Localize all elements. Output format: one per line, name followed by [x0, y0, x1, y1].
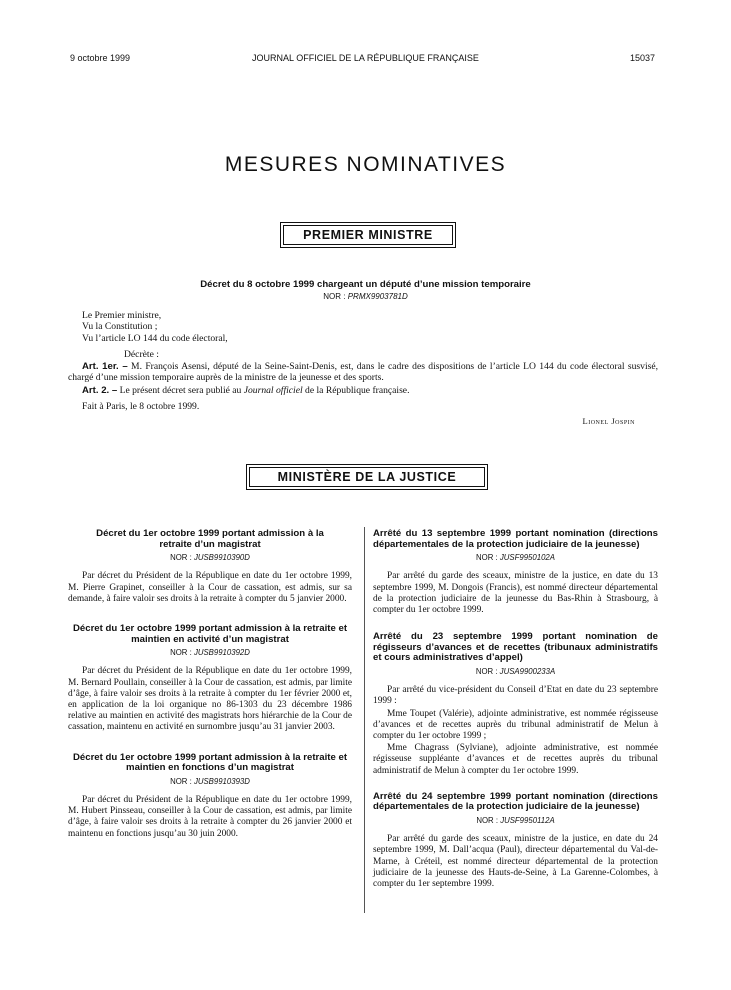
section-justice-title: MINISTÈRE DE LA JUSTICE [249, 467, 485, 487]
item-paragraph: Par arrêté du garde des sceaux, ministre de la justice, en date du 24 septembre 1999, M. Dall’acqua (Paul), directeur départemental du Val-de-Marne, à Créteil, est nommé directeur départemental de la protection judiciaire de la jeunesse des Hauts-de-Seine, à La Garenne-Colombes, à compter du 1er septembre 1999. [373, 834, 658, 890]
section-premier-ministre-box [280, 222, 456, 248]
decree-article-2 [82, 385, 662, 396]
nor-label: NOR : [170, 776, 192, 786]
item-paragraph: Par décret du Président de la République en date du 1er octobre 1999, M. Pierre Grapinet, conseiller à la Cour de cassation, est admis, sur sa demande, à faire valoir ses droits à la retraite à compter du 5 janvier 2000. [68, 571, 352, 604]
decree-done-at: Fait à Paris, le 8 octobre 1999. [82, 401, 200, 412]
nor-code: JUSA9900233A [499, 666, 556, 676]
nor-label: NOR : [323, 292, 346, 301]
arrete-regisseurs [373, 632, 658, 777]
decree-grapinet [68, 529, 352, 605]
nor-code: JUSF9950102A [499, 553, 555, 563]
arrete-dallacqua [373, 792, 658, 890]
right-column [373, 529, 658, 890]
item-nor [373, 552, 658, 563]
decree-line: Le Premier ministre, [82, 310, 162, 321]
decree-article-1 [68, 361, 658, 384]
section-justice-box [246, 464, 488, 490]
nor-label: NOR : [476, 816, 499, 825]
nor-label: NOR : [475, 666, 498, 676]
item-title: Arrêté du 13 septembre 1999 portant nomination (directions départementales de la protection judiciaire de la jeunesse) [373, 528, 658, 550]
decree-poullain [68, 624, 352, 734]
item-nor [68, 776, 352, 787]
nor-label: NOR : [170, 553, 192, 563]
item-title: Décret du 1er octobre 1999 portant admission à la retraite et maintien en fonctions d’un magistrat [72, 751, 348, 774]
item-title: Arrêté du 23 septembre 1999 portant nomination de régisseurs d’avances et de recettes (tribunaux administratifs et cours administratives d’appel) [373, 631, 658, 664]
article-2-journal: Journal officiel [243, 385, 303, 396]
item-paragraph: Par décret du Président de la République en date du 1er octobre 1999, M. Hubert Pinsseau, conseiller à la Cour de cassation, est admis, par limite d’âge, à faire valoir ses droits à la retraite à compter du 26 janvier 2000 et maintenu en fonctions jusqu’au 30 juin 2000. [68, 795, 352, 839]
article-2-label: Art. 2. – [82, 385, 118, 396]
column-divider [364, 527, 365, 913]
decree-line: Vu la Constitution ; [82, 321, 158, 333]
item-title: Décret du 1er octobre 1999 portant admission à la retraite d’un magistrat [96, 528, 324, 550]
item-paragraph: Mme Chagrass (Sylviane), adjointe administrative, est nommée régisseuse suppléante d’avances et de recettes auprès du tribunal administratif de Melun à compter du 1er octobre 1999. [373, 743, 658, 776]
article-1-label: Art. 1er. – [82, 361, 128, 372]
article-1-text: M. François Asensi, député de la Seine-Saint-Denis, est, dans le cadre des dispositions de l’article LO 144 du code électoral susvisé, chargé d’une mission temporaire auprès de la ministre de la jeunesse et des sports. [68, 361, 658, 384]
article-2-text-end: de la République française. [305, 385, 410, 396]
nor-code: JUSF9950112A [500, 816, 555, 825]
article-2-text: Le présent décret sera publié au [119, 385, 242, 396]
item-nor [68, 647, 352, 658]
item-paragraph: Mme Toupet (Valérie), adjointe administrative, est nommée régisseuse d’avances et de recettes auprès du tribunal administratif de Melun à compter du 1er octobre 1999 ; [373, 708, 658, 741]
arrete-dongois [373, 529, 658, 616]
header-page-number: 15037 [629, 53, 655, 63]
decree-body [82, 310, 662, 344]
item-title: Arrêté du 24 septembre 1999 portant nomination (directions départementales de la protection judiciaire de la jeunesse) [373, 790, 658, 813]
decree-decrete: Décrète : [124, 349, 159, 360]
item-nor [373, 666, 658, 677]
header-date: 9 octobre 1999 [70, 53, 131, 63]
nor-label: NOR : [476, 553, 498, 563]
nor-code: JUSB9910393D [193, 776, 250, 786]
header-journal-title: JOURNAL OFFICIEL DE LA RÉPUBLIQUE FRANÇAISE [252, 53, 479, 63]
left-column [68, 529, 352, 840]
item-paragraph: Par arrêté du garde des sceaux, ministre de la justice, en date du 13 septembre 1999, M. Dongois (Francis), est nommé directeur départemental de la protection judiciaire de la jeunesse du Bas-Rhin à Strasbourg, à compter du 1er octobre 1999. [373, 571, 658, 615]
nor-label: NOR : [170, 648, 192, 658]
section-premier-ministre-title: PREMIER MINISTRE [283, 225, 453, 245]
item-paragraph: Par décret du Président de la République en date du 1er octobre 1999, M. Bernard Poullain, conseiller à la Cour de cassation, est admis, par limite d’âge, à faire valoir ses droits à la retraite à compter du 1er février 2000 et, en application de la loi organique no 86-1303 du 23 décembre 1986 relative au maintien en activité des magistrats hors hiérarchie de la Cour de cassation, maintenu en activité en surnombre jusqu’au 31 janvier 2003. [68, 666, 352, 733]
decree-title: Décret du 8 octobre 1999 chargeant un député d’une mission temporaire [200, 279, 531, 290]
nor-code: PRMX9903781D [347, 292, 408, 301]
item-nor [68, 552, 352, 563]
nor-code: JUSB9910390D [193, 553, 250, 563]
decree-line: Vu l’article LO 144 du code électoral, [82, 332, 228, 344]
item-paragraph: Par arrêté du vice-président du Conseil d’Etat en date du 23 septembre 1999 : [373, 685, 658, 707]
decree-nor [0, 291, 731, 302]
item-title: Décret du 1er octobre 1999 portant admission à la retraite et maintien en activité d’un magistrat [72, 623, 348, 645]
item-nor [373, 815, 658, 826]
decree-pinsseau [68, 753, 352, 840]
nor-code: JUSB9910392D [193, 648, 250, 658]
page-title: MESURES NOMINATIVES [224, 153, 507, 176]
decree-signature: Lionel Jospin [582, 416, 635, 426]
